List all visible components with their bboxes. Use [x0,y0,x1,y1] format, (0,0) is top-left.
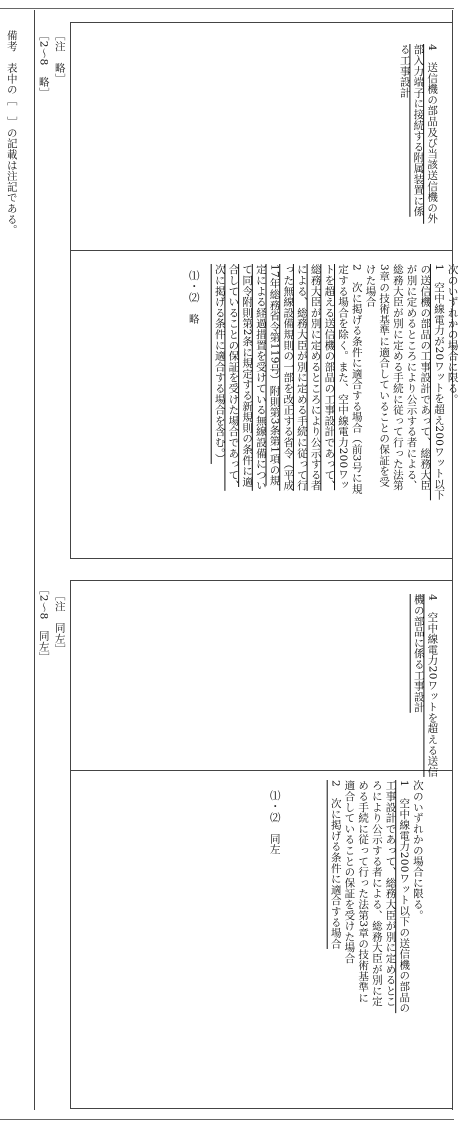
new-body-line: 1 空中線電力が20ワットを超え200ワット以下 [432,264,445,501]
old-body-line: 適合していることの保証を受けた場合 [343,780,356,964]
old-item-title-line1: 4 空中線電力20ワットを超える送信 [426,594,439,777]
new-top-line [70,22,452,23]
column-divider [34,10,35,1110]
new-inner-left [70,22,71,558]
old-note: ［注 同左］ [53,590,66,655]
new-body-line: 合していることの保証を受けた場合であって、 [227,264,240,491]
new-body-line: 総務大臣が別に定める手続に従って行った法第 [391,264,404,491]
new-body-line: けた場合 [364,264,377,308]
top-rule [0,8,454,9]
new-bottom-line [70,558,452,559]
new-item-title-line2: 部入力端子に接続する附属装置に係 [412,44,425,217]
old-inner-left [70,580,71,1108]
new-column-split [70,250,452,251]
new-body-line: て同令附則第2条に規定する新規則の条件に適 [241,264,254,487]
old-body-line: 工事設計であって、総務大臣が別に定めるとこ [384,780,397,1007]
new-note2: ［2～8 略］ [37,30,50,98]
new-body-line: 総務大臣が別に定めるところにより公示する者 [309,264,322,491]
new-body-line: が別に定めるところにより公示する者による、 [405,264,418,491]
old-body-text [328,780,424,1013]
old-item-title-line2: 機の部品に係る工事設計 [412,594,425,713]
bottom-rule [0,1119,454,1120]
old-sub-items: ⑴・⑵ 同左 [268,790,281,855]
old-body-line: める手続に従って行った法第3章の技術基準に [357,780,370,1003]
new-body-line: 17年総務省令第119号）附則第3条第1項の規 [268,264,281,486]
new-body-line: 2 次に掲げる条件に適合する場合（前3号に規 [350,264,363,494]
new-body-line: った無線設備規則の一部を改正する省令（平成 [282,264,295,491]
new-body-line: の送信機の部品の工事設計であって、総務大臣 [419,264,432,491]
new-body-line: 3章の技術基準に適合していることの保証を受 [378,264,391,487]
new-item-title [397,44,438,224]
new-item-title-line1: 4 送信機の部品及び当該送信機の外 [426,44,439,224]
new-item-title-line3: る工事設計 [398,44,411,98]
new-note: ［注 略］ [53,30,66,84]
new-body-line: 定する場合を除く。また、空中線電力200ワッ [337,264,350,491]
new-body-line: 次に掲げる条件に適合する場合を含む。） [213,264,226,464]
old-column-split [70,770,452,771]
old-item-title [411,594,438,777]
old-body-line: ろにより公示する者による、総務大臣が別に定 [370,780,383,1007]
old-note2: ［2～8 同左］ [37,584,50,663]
new-body-line: 定による経過措置を受けている無線設備につい [254,264,267,491]
old-top-line [70,580,452,581]
new-body-line: 次のいずれかの場合に限る。 [446,264,459,405]
new-body-line: トを超える送信機の部品の工事設計であって、 [323,264,336,491]
old-bottom-line [70,1108,452,1109]
old-body-line: 2 次に掲げる条件に適合する場合 [329,780,342,949]
old-body-line: 次のいずれかの場合に限る。 [411,780,424,921]
new-body-line: による、総務大臣が別に定める手続に従って行 [295,264,308,491]
new-sub-items: ⑴・⑵ 略 [187,270,200,324]
new-body-text [212,264,459,500]
table-outer-right [452,10,453,1110]
old-body-line: 1 空中線電力200ワット以下の送信機の部品の [398,780,411,1014]
remark-text: 備考 表中の［ ］の記載は注記である。 [5,30,18,236]
